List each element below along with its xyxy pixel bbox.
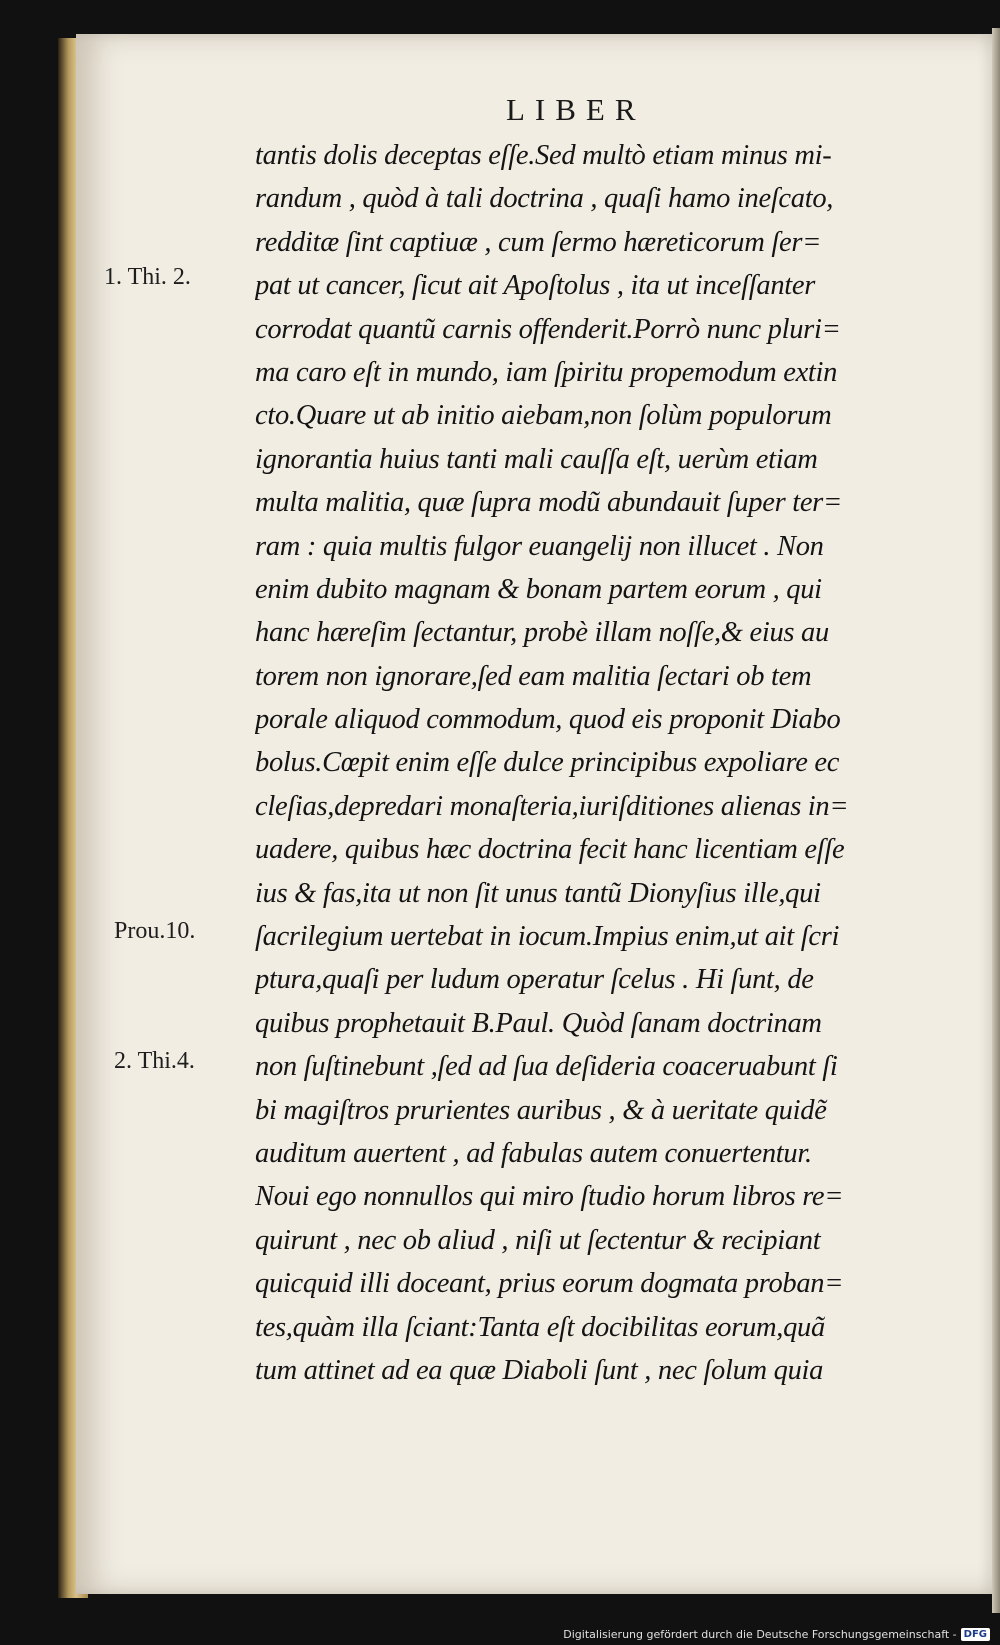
text-line: bolus.Cœpit enim eſſe dulce principibus expoliare ec bbox=[255, 747, 840, 779]
text-line: corrodat quantũ carnis offenderit.Porrò nunc pluri= bbox=[255, 313, 841, 345]
text-line: Noui ego nonnullos qui miro ſtudio horum libros re= bbox=[255, 1181, 844, 1213]
marginal-note-prou: Prou.10. bbox=[114, 918, 196, 944]
text-line: cleſias,depredari monaſteria,iuriſditiones alienas in= bbox=[255, 790, 849, 822]
marginal-note-thi-1: 1. Thi. 2. bbox=[104, 264, 191, 290]
text-line: tantis dolis deceptas eſſe.Sed multò etiam minus mi- bbox=[255, 140, 832, 171]
page-stack-edge bbox=[992, 28, 1000, 1613]
text-line: ſacrilegium uertebat in iocum.Impius enim,ut ait ſcri bbox=[255, 921, 840, 953]
text-line: hanc hæreſim ſectantur, probè illam noſſe,& eius au bbox=[255, 617, 829, 649]
text-line: cto.Quare ut ab initio aiebam,non ſolùm populorum bbox=[255, 400, 832, 432]
text-line: non ſuſtinebunt ,ſed ad ſua deſideria coaceruabunt ſi bbox=[255, 1051, 838, 1083]
text-line: porale aliquod commodum, quod eis proponit Diabo bbox=[255, 704, 841, 736]
text-line: ram : quia multis fulgor euangelij non illucet . Non bbox=[255, 530, 824, 562]
text-line: auditum auertent , ad fabulas autem conuertentur. bbox=[255, 1137, 812, 1169]
text-line: redditæ ſint captiuæ , cum ſermo hæreticorum ſer= bbox=[255, 226, 822, 258]
text-line: enim dubito magnam & bonam partem eorum , qui bbox=[255, 573, 822, 605]
running-head: LIBER bbox=[506, 92, 646, 127]
credit-text: Digitalisierung gefördert durch die Deutsche Forschungsgemeinschaft - bbox=[563, 1628, 957, 1641]
text-line: quirunt , nec ob aliud , niſi ut ſectentur & recipiant bbox=[255, 1224, 821, 1256]
text-line: randum , quòd à tali doctrina , quaſi hamo ineſcato, bbox=[255, 183, 834, 215]
text-line: multa malitia, quæ ſupra modũ abundauit ſuper ter= bbox=[255, 487, 842, 519]
text-line: quibus prophetauit B.Paul. Quòd ſanam doctrinam bbox=[255, 1007, 822, 1039]
digitization-credit bbox=[563, 1628, 990, 1641]
text-line: torem non ignorare,ſed eam malitia ſectari ob tem bbox=[255, 660, 812, 692]
text-line: ius & fas,ita ut non ſit unus tantũ Dionyſius ille,qui bbox=[255, 877, 821, 909]
text-line: ma caro eſt in mundo, iam ſpiritu propemodum extin bbox=[255, 356, 838, 388]
main-text-block bbox=[255, 134, 945, 1392]
text-line: quicquid illi doceant, prius eorum dogmata proban= bbox=[255, 1268, 844, 1300]
marginal-note-thi-2: 2. Thi.4. bbox=[114, 1048, 195, 1074]
dfg-logo: DFG bbox=[961, 1628, 990, 1641]
text-line: tes,quàm illa ſciant:Tanta eſt docibilitas eorum,quã bbox=[255, 1311, 825, 1343]
text-line: pat ut cancer, ſicut ait Apoſtolus , ita ut inceſſanter bbox=[255, 270, 816, 302]
text-line: uadere, quibus hæc doctrina fecit hanc licentiam eſſe bbox=[255, 834, 845, 866]
text-line: ptura,quaſi per ludum operatur ſcelus . Hi ſunt, de bbox=[255, 964, 814, 996]
text-line: tum attinet ad ea quæ Diaboli ſunt , nec ſolum quia bbox=[255, 1354, 824, 1386]
text-line: ignorantia huius tanti mali cauſſa eſt, uerùm etiam bbox=[255, 443, 818, 475]
text-line: bi magiſtros prurientes auribus , & à ueritate quidẽ bbox=[255, 1094, 827, 1126]
